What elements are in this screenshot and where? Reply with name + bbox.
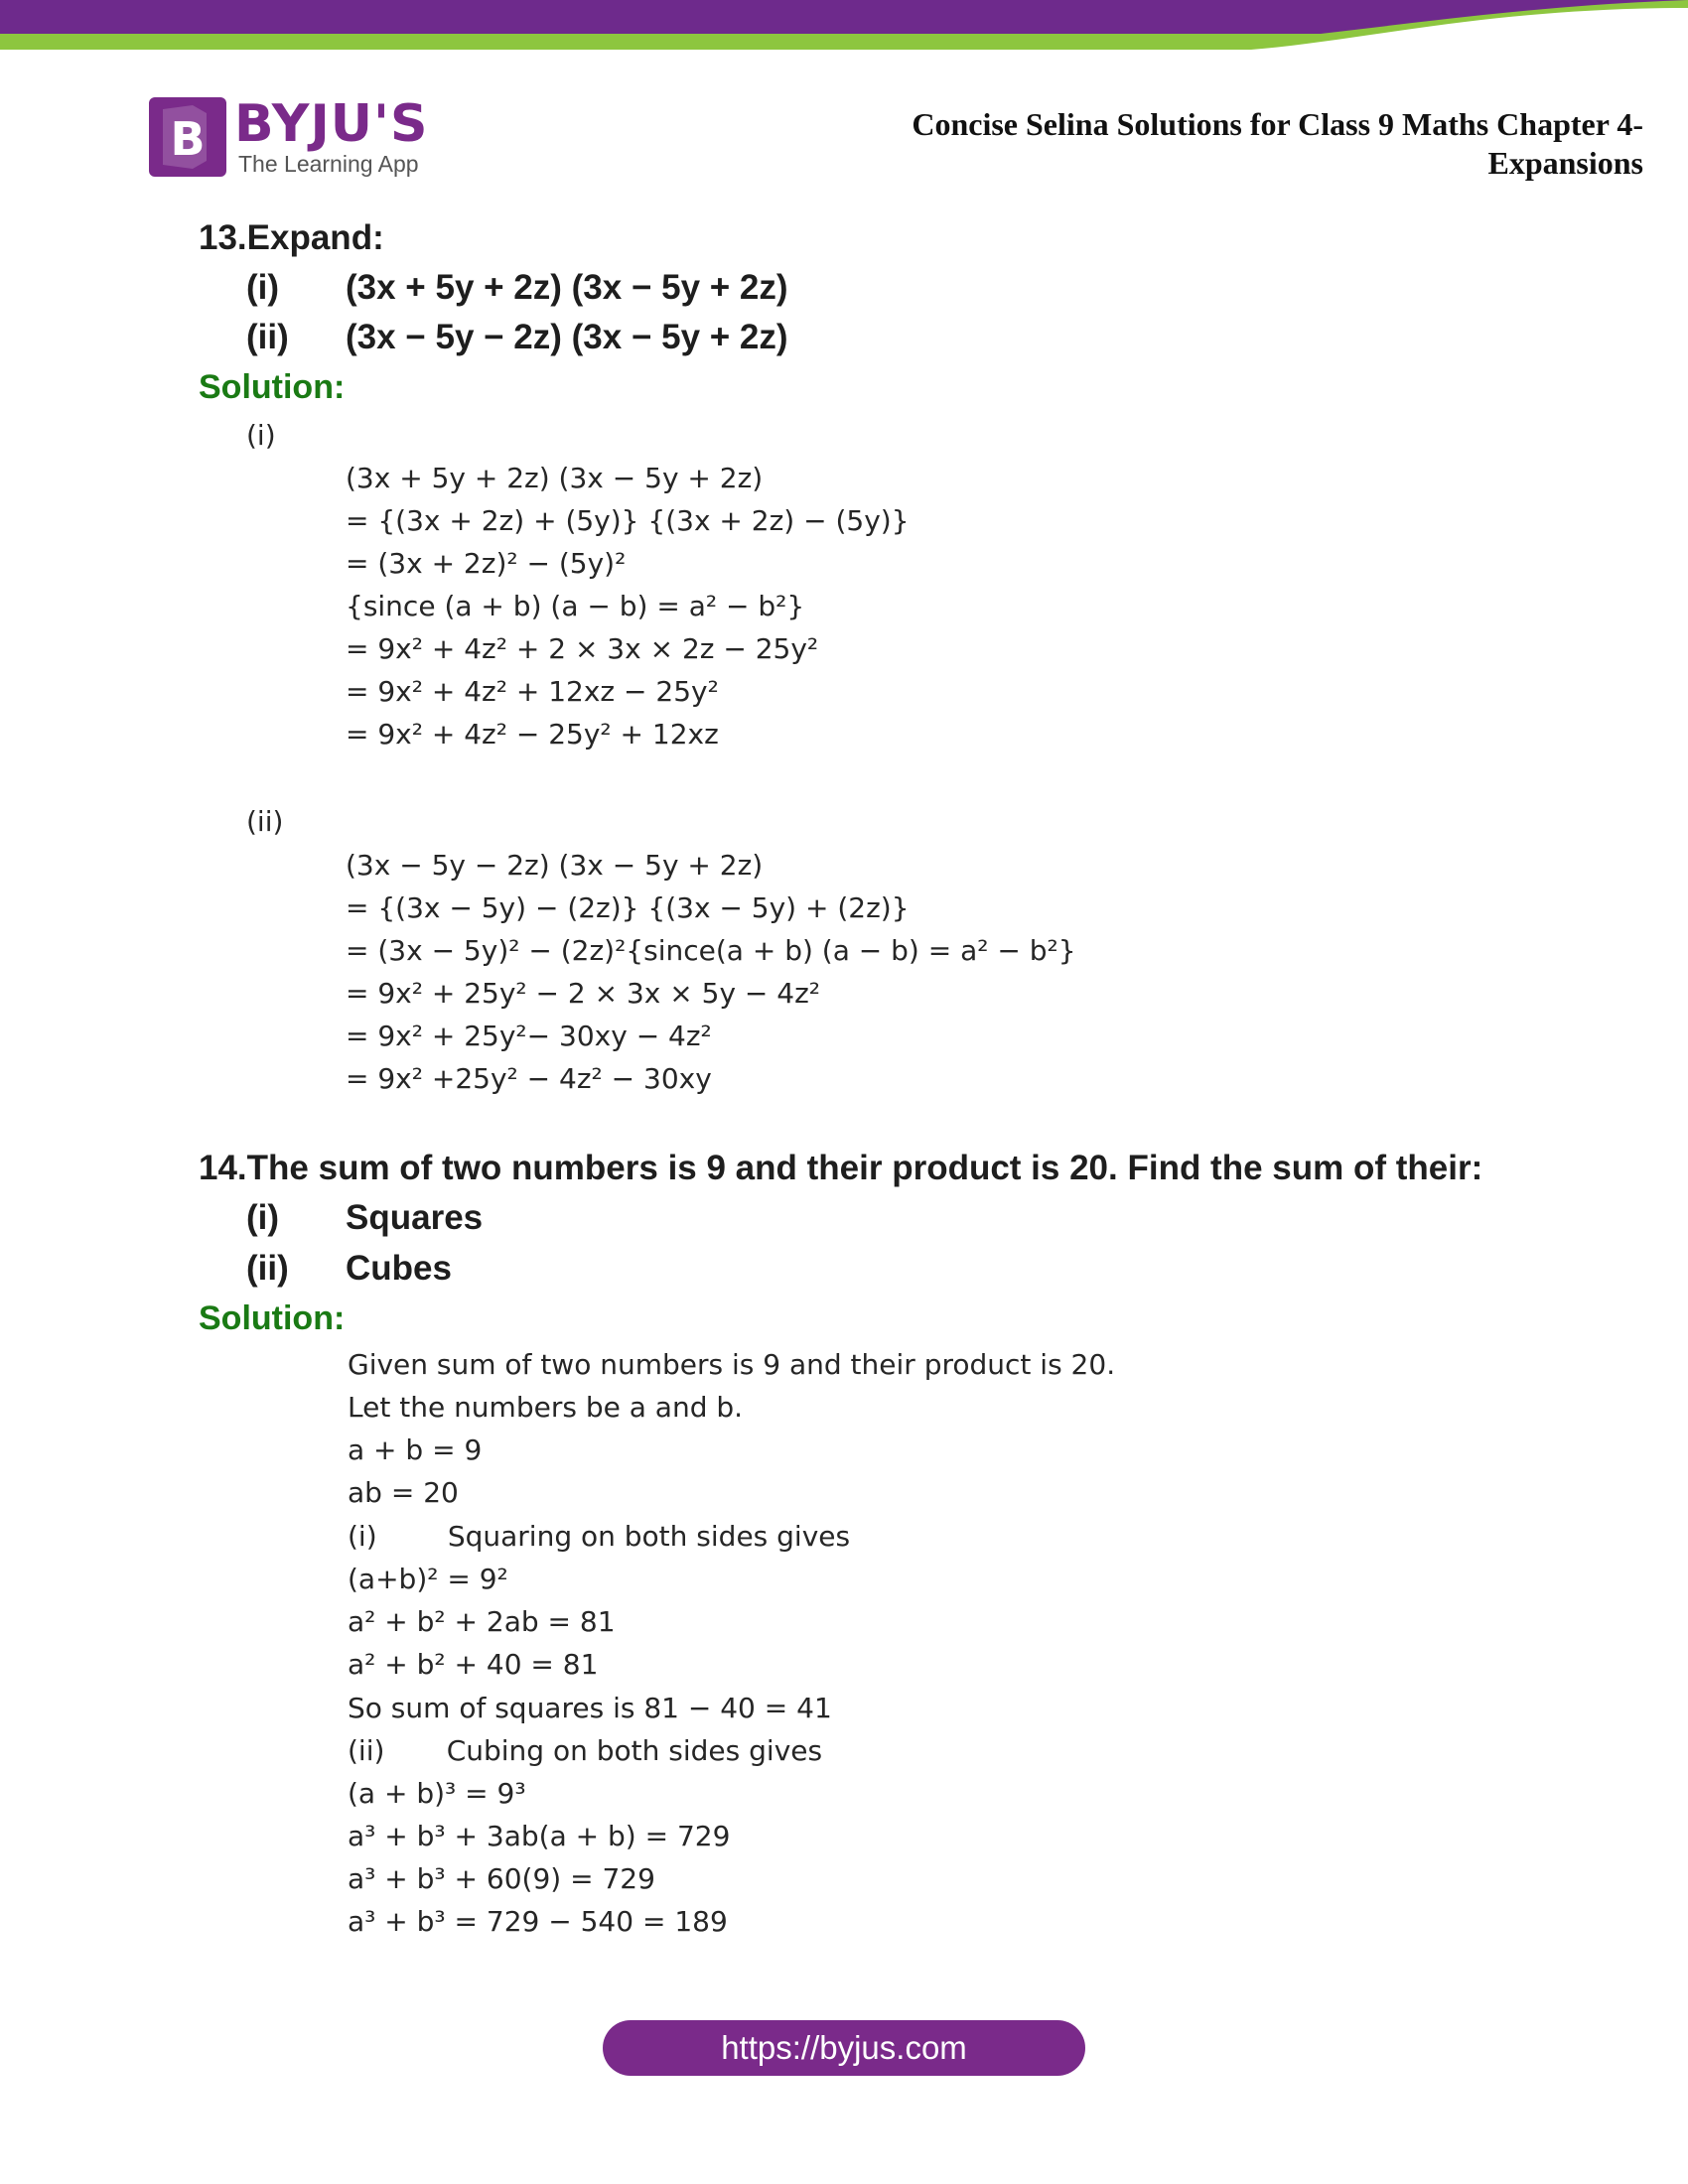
- q14-step-6: (a+b)² = 9²: [348, 1563, 508, 1595]
- document-title-line-2: Expansions: [1487, 145, 1643, 181]
- q13-item-i-text: (3x + 5y + 2z) (3x − 5y + 2z): [346, 268, 788, 307]
- q13-part-i-step-2: = {(3x + 2z) + (5y)} {(3x + 2z) − (5y)}: [346, 504, 910, 537]
- q13-item-ii-text: (3x − 5y − 2z) (3x − 5y + 2z): [346, 318, 788, 356]
- q13-part-i-step-7: = 9x² + 4z² − 25y² + 12xz: [346, 718, 719, 751]
- question-13-heading: 13.Expand:: [199, 218, 384, 257]
- q14-step-8: a² + b² + 40 = 81: [348, 1648, 599, 1681]
- q14-step-3: a + b = 9: [348, 1433, 483, 1466]
- q14-solution-label: Solution:: [199, 1299, 346, 1337]
- svg-text:B: B: [170, 112, 206, 166]
- q14-item-ii-label: (ii): [246, 1249, 289, 1288]
- q14-step-9: So sum of squares is 81 − 40 = 41: [348, 1692, 832, 1724]
- brand-name: BYJU'S: [234, 94, 429, 154]
- document-title-line-1: Concise Selina Solutions for Class 9 Maths Chapter 4-: [912, 106, 1643, 142]
- question-14-heading: 14.The sum of two numbers is 9 and their product is 20. Find the sum of their:: [199, 1149, 1483, 1187]
- q14-item-i-text: Squares: [346, 1198, 484, 1237]
- q13-part-ii-step-2: = {(3x − 5y) − (2z)} {(3x − 5y) + (2z)}: [346, 891, 910, 924]
- header-band: [0, 0, 1688, 60]
- q14-item-ii-text: Cubes: [346, 1249, 452, 1288]
- q13-part-i-step-3: = (3x + 2z)² − (5y)²: [346, 547, 627, 580]
- q13-part-ii-label: (ii): [246, 805, 284, 838]
- byjus-b-icon: [149, 97, 226, 177]
- q14-step-2: Let the numbers be a and b.: [348, 1391, 744, 1424]
- q13-part-ii-step-5: = 9x² + 25y²− 30xy − 4z²: [346, 1020, 712, 1052]
- q14-step-4: ab = 20: [348, 1476, 459, 1509]
- q13-part-ii-step-1: (3x − 5y − 2z) (3x − 5y + 2z): [346, 849, 764, 882]
- q13-item-i-label: (i): [246, 268, 280, 307]
- q13-part-i-step-6: = 9x² + 4z² + 12xz − 25y²: [346, 675, 719, 708]
- brand-tagline: The Learning App: [238, 151, 419, 177]
- q13-part-ii-step-6: = 9x² +25y² − 4z² − 30xy: [346, 1062, 712, 1095]
- footer-url-link[interactable]: https://byjus.com: [603, 2020, 1085, 2076]
- document-title: [750, 105, 1643, 183]
- q13-part-i-step-4: {since (a + b) (a − b) = a² − b²}: [346, 590, 805, 622]
- q14-step-7: a² + b² + 2ab = 81: [348, 1605, 616, 1638]
- q14-step-11: (a + b)³ = 9³: [348, 1777, 526, 1810]
- q14-step-10: (ii) Cubing on both sides gives: [348, 1734, 823, 1767]
- q13-part-i-step-1: (3x + 5y + 2z) (3x − 5y + 2z): [346, 462, 764, 494]
- q14-step-1: Given sum of two numbers is 9 and their product is 20.: [348, 1348, 1116, 1381]
- q13-solution-label: Solution:: [199, 368, 346, 406]
- q13-part-i-label: (i): [246, 419, 276, 452]
- q13-part-i-step-5: = 9x² + 4z² + 2 × 3x × 2z − 25y²: [346, 632, 819, 665]
- q14-step-14: a³ + b³ = 729 − 540 = 189: [348, 1905, 728, 1938]
- purple-stripe: [0, 0, 1688, 34]
- q14-step-13: a³ + b³ + 60(9) = 729: [348, 1862, 655, 1895]
- q13-part-ii-step-4: = 9x² + 25y² − 2 × 3x × 5y − 4z²: [346, 977, 821, 1010]
- q14-step-5: (i) Squaring on both sides gives: [348, 1520, 851, 1553]
- q13-item-ii-label: (ii): [246, 318, 289, 356]
- q13-part-ii-step-3: = (3x − 5y)² − (2z)²{since(a + b) (a − b) = a² − b²}: [346, 934, 1076, 967]
- q14-item-i-label: (i): [246, 1198, 280, 1237]
- q14-step-12: a³ + b³ + 3ab(a + b) = 729: [348, 1820, 731, 1852]
- byjus-logo[interactable]: [149, 94, 429, 177]
